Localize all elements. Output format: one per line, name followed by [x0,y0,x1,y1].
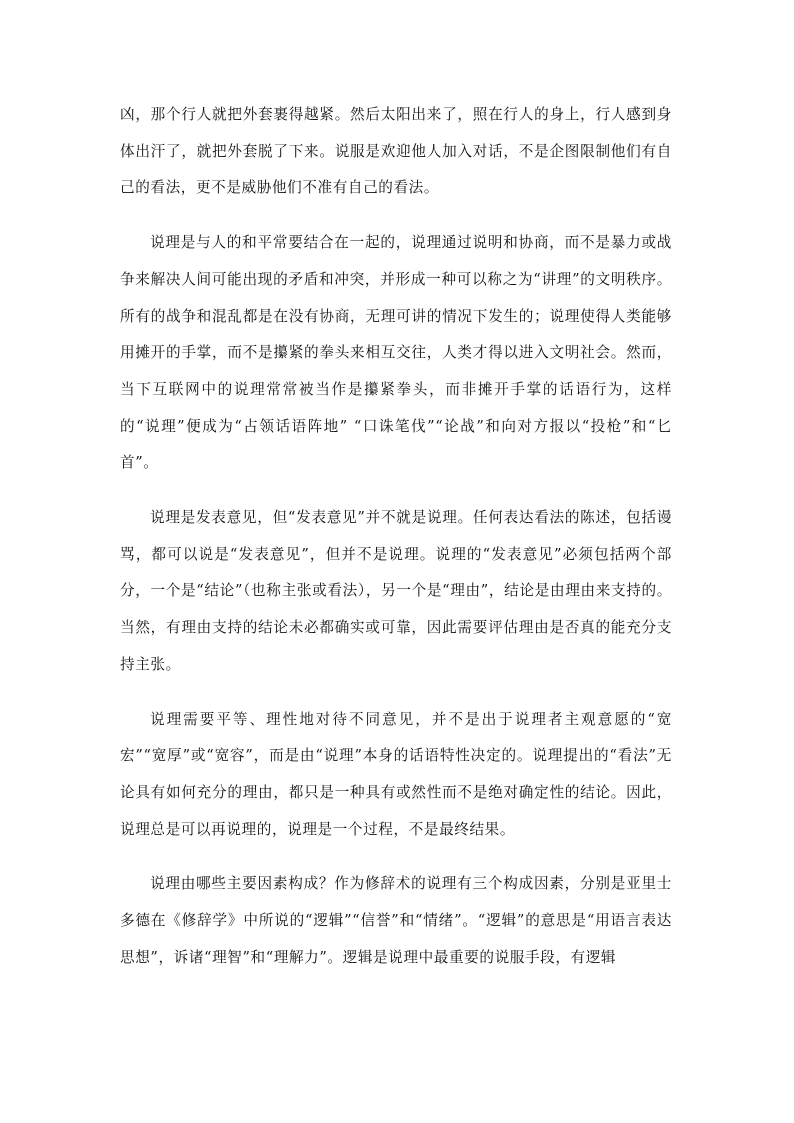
paragraph-spacer [120,482,672,500]
paragraph-rhetoric-elements: 说理由哪些主要因素构成？作为修辞术的说理有三个构成因素，分别是亚里士多德在《修辞学》中所说的“逻辑”“信誉”和“情绪”。“逻辑”的意思是“用语言表达思想”，诉诸“理智”和“理解力”。逻辑是说理中最重要的说服手段，有逻辑 [120,875,672,966]
paragraph-reasoning-and-peace: 说理是与人的和平常要结合在一起的，说理通过说明和协商，而不是暴力或战争来解决人间可能出现的矛盾和冲突，并形成一种可以称之为“讲理”的文明秩序。所有的战争和混乱都是在没有协商，无理可讲的情况下发生的；说理使得人类能够用摊开的手掌，而不是攥紧的拳头来相互交往，人类才得以进入文明社会。然而，当下互联网中的说理常常被当作是攥紧拳头，而非摊开手掌的话语行为，这样的“说理”便成为“占领话语阵地” “口诛笔伐”“论战”和向对方报以“投枪”和“匕首”。 [120,234,672,472]
paragraph-spacer [120,848,672,866]
paragraph-equality-rationality: 说理需要平等、理性地对待不同意见，并不是出于说理者主观意愿的“宽宏”“宽厚”或“宽容”，而是由“说理”本身的话语特性决定的。说理提出的“看法”无论具有如何充分的理由，都只是一种具有或然性而不是绝对确定性的结论。因此，说理总是可以再说理的，说理是一个过程，不是最终结果。 [120,710,672,838]
paragraph-expressing-opinion: 说理是发表意见，但“发表意见”并不就是说理。任何表达看法的陈述，包括谩骂，都可以说是“发表意见”，但并不是说理。说理的“发表意见”必须包括两个部分，一个是“结论”（也称主张或看法），另一个是“理由”，结论是由理由来支持的。当然，有理由支持的结论未必都确实或可靠，因此需要评估理由是否真的能充分支持主张。 [120,509,672,673]
paragraph-spacer [120,684,672,702]
paragraph-spacer [120,207,672,225]
document-body [120,97,672,976]
paragraph-continuation: 凶，那个行人就把外套裹得越紧。然后太阳出来了，照在行人的身上，行人感到身体出汗了，就把外套脱了下来。说服是欢迎他人加入对话，不是企图限制他们有自己的看法，更不是威胁他们不准有自己的看法。 [120,106,672,197]
